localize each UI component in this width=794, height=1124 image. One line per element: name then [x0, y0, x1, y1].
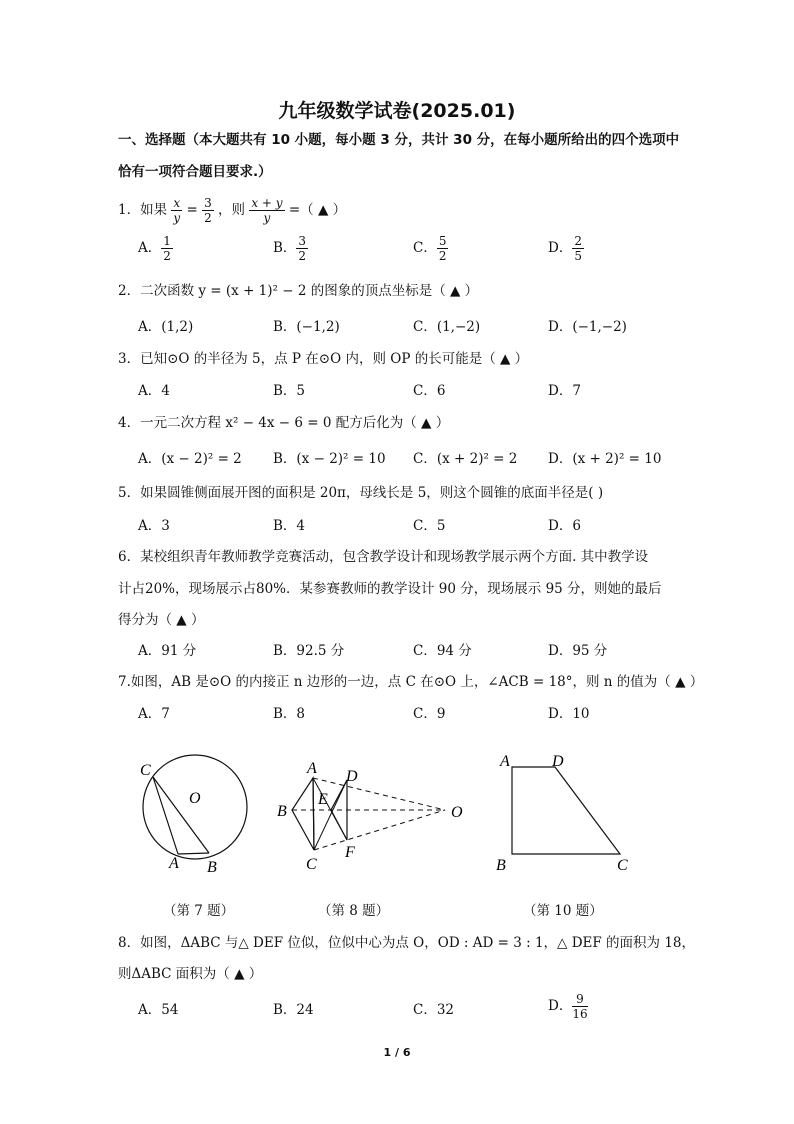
fig7-label-a: A [169, 855, 179, 872]
q8-option-d-fraction [572, 992, 587, 1021]
q5-option-c: C．5 [413, 518, 446, 534]
fig8-label-a: A [307, 760, 317, 777]
q2-option-c: C．(1,−2) [413, 319, 481, 335]
section-heading-line1: 一、选择题（本大题共有 10 小题，每小题 3 分，共计 30 分，在每小题所给出的四个选项中 [118, 132, 680, 148]
q1-option-c-label: C． [413, 240, 437, 256]
figures-row [0, 740, 794, 930]
q1-option-b-num: 3 [298, 234, 307, 248]
fig8-caption: （第 8 题） [318, 903, 390, 919]
q8-option-d [548, 992, 588, 1021]
question-6-line2: 计占20%，现场展示占80%．某参赛教师的教学设计 90 分，现场展示 95 分，则她的最后 [118, 581, 662, 597]
fig8-label-d: D [346, 768, 358, 785]
fig8-label-b: B [277, 803, 287, 820]
q3-option-c: C．6 [413, 383, 446, 399]
fig8-side-ac [313, 778, 314, 850]
section-heading-line2: 恰有一项符合题目要求.） [118, 164, 272, 180]
q1-equals: = [186, 202, 198, 218]
figure-7 [140, 755, 247, 876]
q1-option-d-label: D． [548, 240, 573, 256]
question-4-stem: 4．一元二次方程 x² − 4x − 6 = 0 配方后化为（ ▲ ） [118, 415, 450, 431]
q8-option-d-label: D． [548, 998, 573, 1014]
fig8-ray-ao [313, 778, 445, 810]
q1-f3-denominator: y [263, 211, 271, 225]
q2-option-b: B．(−1,2) [273, 319, 340, 335]
q1-option-d [548, 234, 584, 263]
q5-option-b: B．4 [273, 518, 306, 534]
question-5-stem: 5．如果圆锥侧面展开图的面积是 20π，母线长是 5，则这个圆锥的底面半径是( ) [118, 485, 604, 501]
fig7-chord-ab [178, 853, 209, 854]
q1-option-c-fraction [437, 234, 449, 263]
q1-f2-numerator: 3 [204, 196, 212, 210]
question-8-line1: 8．如图，ΔABC 与△ DEF 位似，位似中心为点 O，OD : AD = 3 : 1，△ DEF 的面积为 18， [118, 935, 696, 951]
q1-tail: =（ ▲ ） [288, 202, 347, 218]
q1-option-d-den: 5 [574, 249, 582, 263]
q2-option-d: D．(−1,−2) [548, 319, 627, 335]
q1-option-a-den: 2 [163, 249, 171, 263]
fig8-label-e: E [318, 791, 328, 808]
fig7-label-o: O [189, 790, 201, 807]
fig8-triangle-abc [292, 778, 314, 850]
q1-option-c-den: 2 [438, 249, 447, 263]
page-number: 1 / 6 [383, 1046, 411, 1059]
question-2-stem: 2．二次函数 y = (x + 1)² − 2 的图象的顶点坐标是（ ▲ ） [118, 283, 479, 299]
page-title: 九年级数学试卷(2025.01) [278, 100, 516, 122]
q7-option-a: A．7 [138, 706, 170, 722]
q1-f1-numerator: x [173, 196, 181, 210]
q8-option-a: A．54 [138, 1002, 179, 1018]
fig10-label-d: D [552, 753, 564, 770]
q8-option-d-den: 16 [572, 1007, 588, 1021]
fig8-label-o: O [451, 804, 463, 821]
q3-option-b: B．5 [273, 383, 306, 399]
q1-number: 1．如果 [118, 202, 168, 218]
q5-option-a: A．3 [138, 518, 170, 534]
q1-option-a-label: A． [138, 240, 162, 256]
fig10-trapezoid [512, 767, 620, 854]
q7-option-c: C．9 [413, 706, 446, 722]
question-3-stem: 3．已知⊙O 的半径为 5，点 P 在⊙O 内，则 OP 的长可能是（ ▲ ） [118, 351, 529, 367]
q8-option-d-num: 9 [572, 992, 587, 1007]
figure-10 [496, 753, 628, 874]
figure-8 [277, 760, 463, 873]
q1-option-a-num: 1 [163, 234, 171, 248]
question-7-stem: 7.如图，AB 是⊙O 的内接正 n 边形的一边，点 C 在⊙O 上，∠ACB = 18°，则 n 的值为（ ▲ ） [118, 674, 704, 690]
q1-option-c [413, 234, 448, 263]
q4-option-b: B．(x − 2)² = 10 [273, 451, 386, 467]
q7-option-b: B．8 [273, 706, 306, 722]
q1-option-c-num: 5 [438, 234, 447, 248]
q6-option-a: A．91 分 [138, 643, 197, 659]
q1-option-b [273, 234, 308, 263]
q2-option-a: A．(1,2) [138, 319, 194, 335]
q3-option-d: D．7 [548, 383, 581, 399]
q1-option-b-den: 2 [298, 249, 307, 263]
question-8-line2: 则ΔABC 面积为（ ▲ ） [118, 966, 263, 982]
fig7-label-c: C [140, 762, 151, 779]
q1-option-b-fraction [296, 234, 308, 263]
q1-f3-numerator: x + y [251, 196, 283, 210]
q4-option-c: C．(x + 2)² = 2 [413, 451, 518, 467]
fig10-label-b: B [496, 857, 506, 874]
q4-option-a: A．(x − 2)² = 2 [138, 451, 242, 467]
q1-option-d-fraction [572, 234, 584, 263]
q1-fraction-xy-over-y [249, 196, 284, 225]
fig7-chord-cb [153, 777, 209, 853]
fig8-label-f: F [345, 844, 355, 861]
question-6-line3: 得分为（ ▲ ） [118, 612, 205, 628]
q8-option-c: C．32 [413, 1002, 455, 1018]
q7-option-d: D．10 [548, 706, 590, 722]
q8-option-b: B．24 [273, 1002, 314, 1018]
fig10-caption: （第 10 题） [523, 903, 603, 919]
q6-option-b: B．92.5 分 [273, 643, 345, 659]
fig7-circle [143, 755, 247, 859]
q1-f1-denominator: y [173, 211, 181, 225]
fig7-label-b: B [207, 859, 217, 876]
question-1-stem [118, 196, 346, 225]
q6-option-d: D．95 分 [548, 643, 608, 659]
q1-option-b-label: B． [273, 240, 297, 256]
q1-option-d-num: 2 [574, 234, 582, 248]
q1-option-a-fraction [161, 234, 173, 263]
q4-option-d: D．(x + 2)² = 10 [548, 451, 662, 467]
fig8-line-af [313, 778, 347, 840]
fig10-label-c: C [617, 857, 628, 874]
fig8-label-c: C [306, 856, 317, 873]
q1-fraction-x-over-y [171, 196, 182, 225]
q1-fraction-3-over-2 [202, 196, 214, 225]
q1-mid-text: ，则 [218, 202, 246, 218]
q3-option-a: A．4 [138, 383, 170, 399]
fig10-label-a: A [500, 753, 510, 770]
q1-f2-denominator: 2 [204, 211, 212, 225]
fig7-caption: （第 7 题） [163, 903, 235, 919]
question-6-line1: 6．某校组织青年教师教学竞赛活动，包含教学设计和现场教学展示两个方面. 其中教学设 [118, 549, 649, 565]
q6-option-c: C．94 分 [413, 643, 472, 659]
q1-option-a [138, 234, 173, 263]
q5-option-d: D．6 [548, 518, 581, 534]
